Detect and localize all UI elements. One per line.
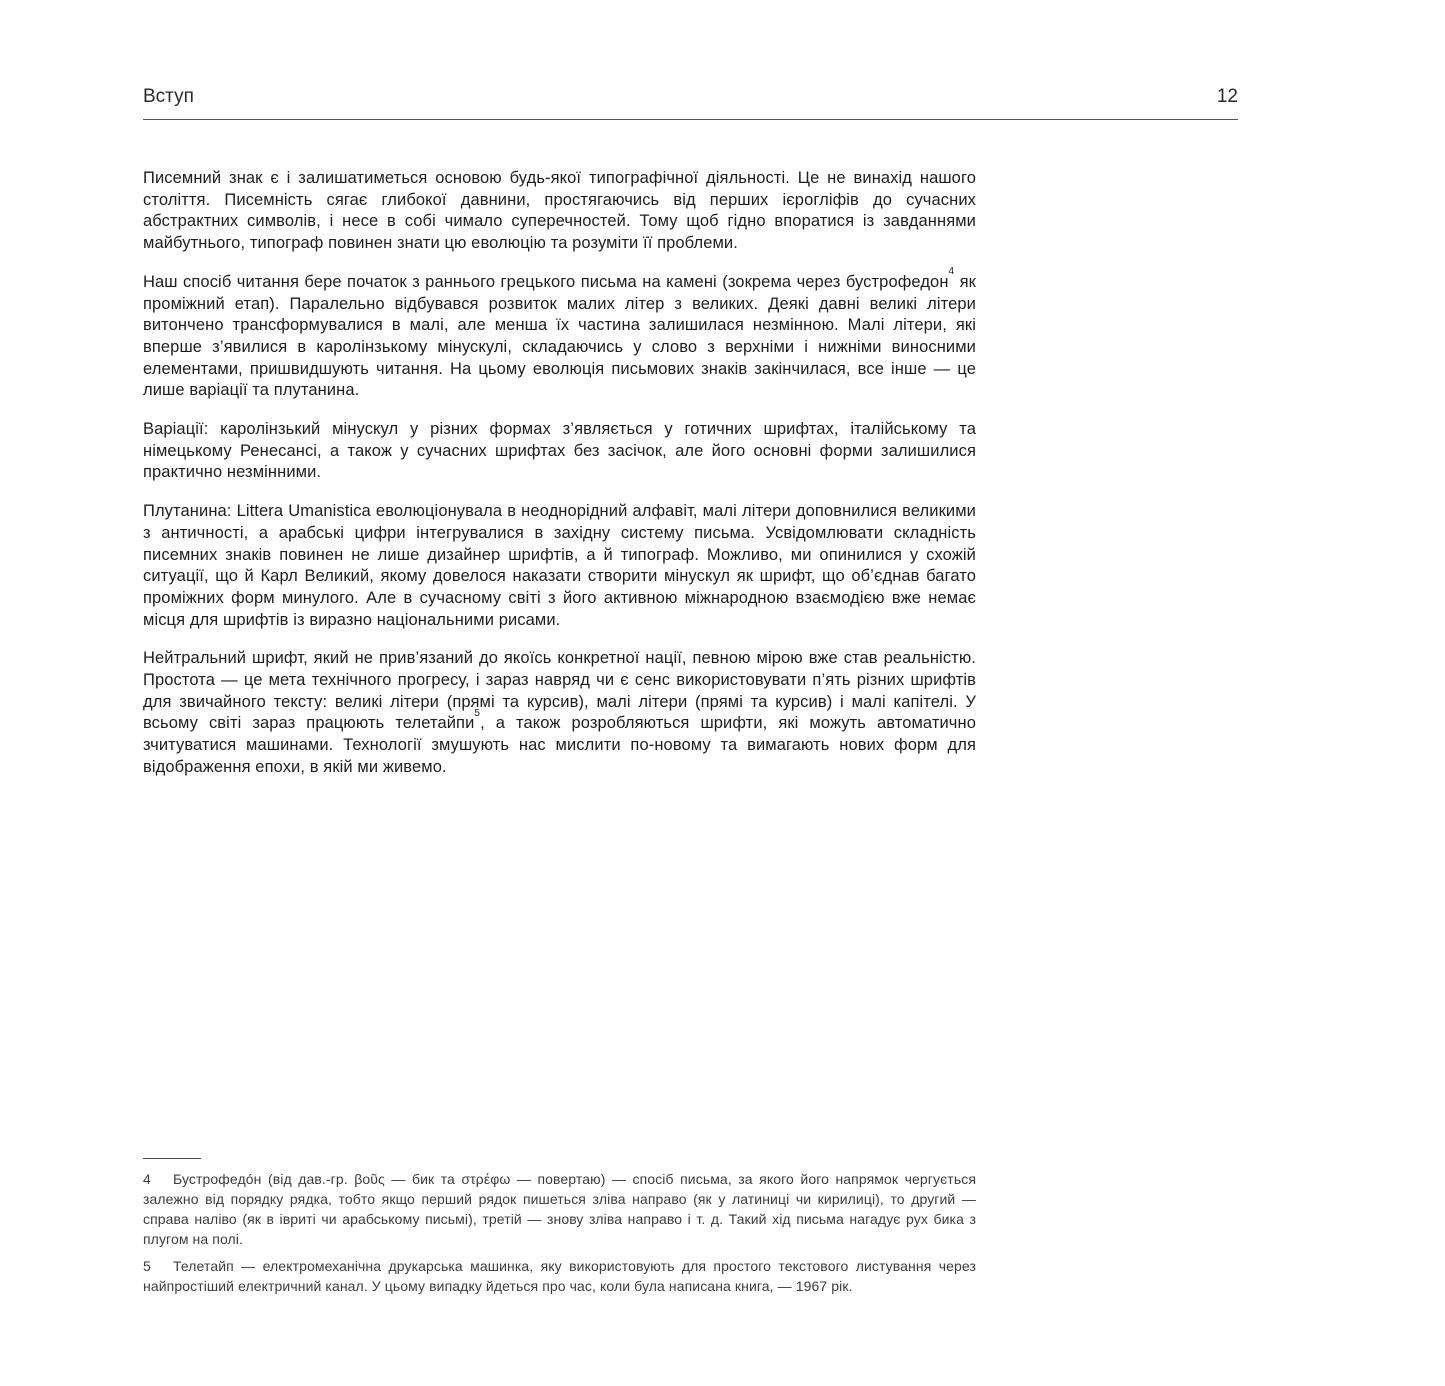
paragraph-text: Писемний знак є і залишатиметься основою будь-якої типографічної діяльності. Це не винахід нашого століття. Писемність сягає глибокої давнини, простягаючись від перших ієрогліфів до сучасних абстрактних символів, і несе в собі чимало суперечностей. Тому щоб гідно впоратися із завданнями майбутнього, типограф повинен знати цю еволюцію та розуміти її проблеми. xyxy=(143,169,976,253)
body-text-column xyxy=(143,168,976,796)
paragraph-text: Плутанина: Littera Umanistica еволюціонувала в неоднорідний алфавіт, малі літери доповнилися великими з античності, а арабські цифри інтегрувалися в західну систему письма. Усвідомлювати складність писемних знаків повинен не лише дизайнер шрифтів, а й типограф. Можливо, ми опинилися у схожій ситуації, що й Карл Великий, якому довелося наказати створити мінускул як шрифт, що об’єднав багато проміжних форм минулого. Але в сучасному світі з його активною міжнародною взаємодією вже немає місця для шрифтів із виразно національними рисами. xyxy=(143,502,976,629)
footnote xyxy=(143,1256,976,1296)
paragraph-text: Нейтральний шрифт, який не прив’язаний до якоїсь конкретної нації, певною мірою вже став реальністю. Простота — це мета технічного прогресу, і зараз навряд чи є сенс використовувати п’ять різних шрифтів для звичайного тексту: великі літери (прямі та курсив), малі літери (прямі та курсив) і малі капітелі. У всьому світі зараз працюють телетайпи xyxy=(143,649,976,733)
footnote-number: 5 xyxy=(143,1258,151,1274)
paragraph-text: , а також розробляються шрифти, які можуть автоматично зчитуватися машинами. Технології змушують нас мислити по-новому та вимагають нових форм для відображення епохи, в якій ми живемо. xyxy=(143,714,976,776)
footnote-ref-4: 4 xyxy=(948,266,955,278)
footnote-text: Телетайп — електромеханічна друкарська машинка, яку використовують для простого текстового листування через найпростіший електричний канал. У цьому випадку йдеться про час, коли була написана книга, — 1967 рік. xyxy=(143,1258,976,1294)
footnotes-section xyxy=(143,1158,976,1303)
page-number: 12 xyxy=(1216,86,1238,107)
running-header xyxy=(143,86,1238,108)
footnote-text: Бустрофедо́н (від дав.-гр. βοῦς — бик та στρέφω — повертаю) — спосіб письма, за якого його напрямок чергується залежно від порядку рядка, тобто якщо перший рядок пишеться зліва направо (як у латиниці чи кирилиці), то другий — справа наліво (як в івриті чи арабському письмі), третій — знову зліва направо і т. д. Такий хід письма нагадує рух бика з плугом на полі. xyxy=(143,1171,976,1247)
body-paragraph xyxy=(143,419,976,484)
body-paragraph xyxy=(143,266,976,402)
footnote xyxy=(143,1169,976,1249)
body-paragraph xyxy=(143,648,976,778)
paragraph-text: Наш спосіб читання бере початок з раннього грецького письма на камені (зокрема через бустрофедон xyxy=(143,272,949,291)
paragraph-text: як проміжний етап). Паралельно відбувався розвиток малих літер з великих. Деякі давні великі літери витончено трансформувалися в малі, але менша їх частина залишилася незмінною. Малі літери, які вперше з’явилися в каролінзькому мінускулі, складаючись у слово з верхніми і нижніми виносними елементами, пришвидшують читання. На цьому еволюція письмових знаків закінчилася, все інше — це лише варіації та плутанина. xyxy=(143,272,976,400)
paragraph-text: Варіації: каролінзький мінускул у різних формах з’являється у готичних шрифтах, італійському та німецькому Ренесансі, а також у сучасних шрифтах без засічок, але його основні форми залишилися практично незмінними. xyxy=(143,420,976,482)
section-title: Вступ xyxy=(143,86,194,107)
body-paragraph xyxy=(143,168,976,255)
header-rule xyxy=(143,119,1238,120)
footnote-separator xyxy=(143,1158,201,1159)
footnote-ref-5: 5 xyxy=(474,707,481,719)
body-paragraph xyxy=(143,501,976,631)
footnote-number: 4 xyxy=(143,1171,151,1187)
